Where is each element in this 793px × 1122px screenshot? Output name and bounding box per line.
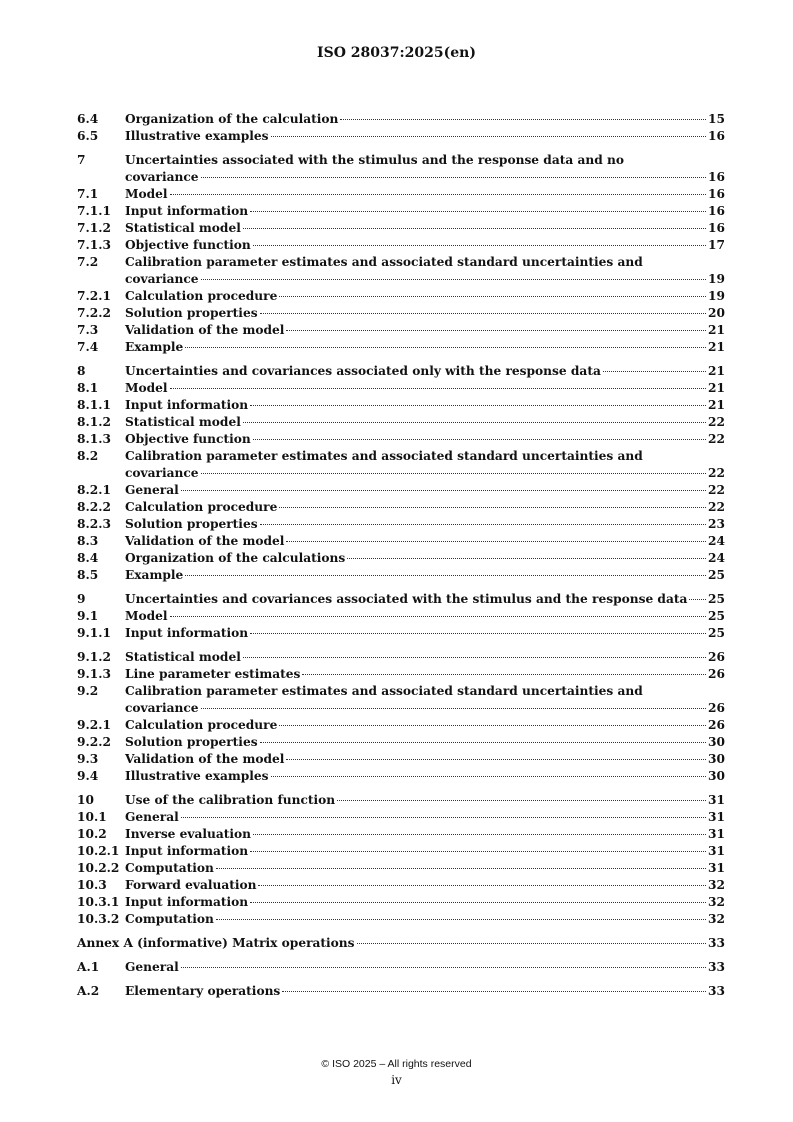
table-of-contents [77, 111, 725, 1000]
toc-title: Calculation procedure [125, 718, 278, 732]
toc-number: 7.2.2 [77, 306, 111, 320]
toc-page: 30 [708, 769, 725, 783]
toc-title: Validation of the model [125, 752, 285, 766]
toc-number: 9.2.1 [77, 718, 111, 732]
toc-title: Annex A (informative) Matrix operations [77, 936, 355, 950]
toc-number: 10.2 [77, 827, 107, 841]
toc-entry[interactable] [77, 465, 725, 482]
toc-number: 8.2.2 [77, 500, 111, 514]
toc-page: 26 [708, 667, 725, 681]
toc-number: 10.2.1 [77, 844, 120, 858]
toc-page: 21 [708, 381, 725, 395]
toc-title: Calculation procedure [125, 500, 278, 514]
toc-entry[interactable] [77, 220, 725, 237]
toc-page: 30 [708, 735, 725, 749]
toc-number: 7.3 [77, 323, 99, 337]
dot-leader [271, 136, 706, 137]
toc-number: 9.1.2 [77, 650, 111, 664]
toc-page: 31 [708, 844, 725, 858]
toc-page: 25 [708, 609, 725, 623]
toc-title: Line parameter estimates [125, 667, 301, 681]
dot-leader [185, 575, 706, 576]
toc-title: Statistical model [125, 415, 241, 429]
toc-entry[interactable] [77, 533, 725, 550]
toc-page: 22 [708, 415, 725, 429]
dot-leader [286, 759, 706, 760]
toc-page: 33 [708, 984, 725, 998]
toc-number: 6.4 [77, 112, 99, 126]
toc-number: 10 [77, 793, 94, 807]
toc-title: Use of the calibration function [125, 793, 336, 807]
toc-page: 19 [708, 272, 725, 286]
toc-entry[interactable] [77, 414, 725, 431]
toc-title: Forward evaluation [125, 878, 257, 892]
toc-entry[interactable] [77, 186, 725, 203]
toc-title: Elementary operations [125, 984, 281, 998]
toc-number: 10.3.1 [77, 895, 120, 909]
toc-page: 16 [708, 221, 725, 235]
toc-number: 10.3 [77, 878, 107, 892]
toc-entry[interactable] [77, 894, 725, 911]
toc-title: Calibration parameter estimates and associated standard uncertainties and [125, 449, 643, 463]
toc-entry[interactable] [77, 305, 725, 322]
toc-title-continuation: covariance [125, 701, 199, 715]
dot-leader [181, 967, 706, 968]
toc-entry[interactable] [77, 550, 725, 567]
toc-entry[interactable] [77, 625, 725, 642]
dot-leader [337, 800, 706, 801]
dot-leader [253, 245, 706, 246]
toc-page: 26 [708, 650, 725, 664]
toc-entry-heading[interactable] [77, 683, 725, 700]
toc-entry[interactable] [77, 717, 725, 734]
toc-number: 7 [77, 153, 86, 167]
toc-entry[interactable] [77, 363, 725, 380]
toc-title: Uncertainties associated with the stimulus and the response data and no [125, 153, 624, 167]
dot-leader [260, 313, 706, 314]
dot-leader [340, 119, 706, 120]
toc-number: 10.2.2 [77, 861, 120, 875]
dot-leader [185, 347, 706, 348]
dot-leader [279, 725, 706, 726]
toc-page: 16 [708, 187, 725, 201]
toc-page: 17 [708, 238, 725, 252]
toc-page: 21 [708, 364, 725, 378]
toc-entry[interactable] [77, 237, 725, 254]
toc-title-continuation: covariance [125, 170, 199, 184]
toc-entry[interactable] [77, 809, 725, 826]
toc-entry[interactable] [77, 983, 725, 1000]
toc-number: 7.1.3 [77, 238, 111, 252]
toc-page: 31 [708, 810, 725, 824]
toc-entry[interactable] [77, 397, 725, 414]
toc-number: 7.2 [77, 255, 99, 269]
toc-title: Computation [125, 861, 214, 875]
toc-number: 7.1.2 [77, 221, 111, 235]
dot-leader [216, 868, 706, 869]
toc-entry[interactable] [77, 322, 725, 339]
toc-number: 8.1.3 [77, 432, 111, 446]
copyright-footer: © ISO 2025 – All rights reserved [321, 1058, 472, 1070]
dot-leader [286, 541, 706, 542]
toc-entry[interactable] [77, 111, 725, 128]
toc-page: 33 [708, 960, 725, 974]
dot-leader [357, 943, 707, 944]
dot-leader [243, 422, 706, 423]
toc-title: Input information [125, 204, 249, 218]
toc-number: 9 [77, 592, 86, 606]
toc-page: 22 [708, 466, 725, 480]
dot-leader [250, 211, 706, 212]
toc-entry[interactable] [77, 591, 725, 608]
toc-number: 9.1 [77, 609, 99, 623]
document-header: ISO 28037:2025(en) [317, 45, 476, 61]
toc-number: 7.1 [77, 187, 99, 201]
toc-page: 22 [708, 500, 725, 514]
dot-leader [253, 834, 706, 835]
toc-page: 15 [708, 112, 725, 126]
dot-leader [201, 708, 707, 709]
toc-entry[interactable] [77, 128, 725, 145]
toc-title: Solution properties [125, 517, 258, 531]
toc-annex-entry[interactable] [77, 935, 725, 952]
toc-page: 16 [708, 204, 725, 218]
dot-leader [201, 177, 707, 178]
toc-page: 20 [708, 306, 725, 320]
dot-leader [250, 633, 706, 634]
toc-title: Input information [125, 844, 249, 858]
toc-entry[interactable] [77, 203, 725, 220]
toc-page: 30 [708, 752, 725, 766]
toc-entry[interactable] [77, 843, 725, 860]
toc-title: Illustrative examples [125, 129, 269, 143]
toc-page: 26 [708, 701, 725, 715]
dot-leader [181, 817, 706, 818]
dot-leader [243, 657, 706, 658]
toc-page: 32 [708, 878, 725, 892]
toc-page: 26 [708, 718, 725, 732]
toc-title: Illustrative examples [125, 769, 269, 783]
toc-number: 8.2 [77, 449, 99, 463]
toc-title: Organization of the calculation [125, 112, 339, 126]
toc-page: 22 [708, 483, 725, 497]
toc-title: Model [125, 609, 168, 623]
toc-page: 16 [708, 129, 725, 143]
dot-leader [260, 742, 706, 743]
toc-entry[interactable] [77, 567, 725, 584]
toc-page: 31 [708, 793, 725, 807]
toc-title: General [125, 483, 179, 497]
dot-leader [258, 885, 706, 886]
toc-title: Calibration parameter estimates and associated standard uncertainties and [125, 684, 643, 698]
toc-title: Validation of the model [125, 534, 285, 548]
toc-page: 25 [708, 568, 725, 582]
toc-number: 8.1.2 [77, 415, 111, 429]
toc-title: Solution properties [125, 306, 258, 320]
toc-number: 8.4 [77, 551, 99, 565]
toc-entry[interactable] [77, 380, 725, 397]
toc-number: 8.2.3 [77, 517, 111, 531]
toc-title: Computation [125, 912, 214, 926]
toc-entry[interactable] [77, 826, 725, 843]
toc-number: A.1 [77, 960, 100, 974]
toc-entry-heading[interactable] [77, 152, 725, 169]
toc-title: Uncertainties and covariances associated with the stimulus and the response data [125, 592, 688, 606]
dot-leader [250, 405, 706, 406]
toc-entry[interactable] [77, 649, 725, 666]
toc-page: 24 [708, 551, 725, 565]
toc-page: 25 [708, 626, 725, 640]
toc-page: 22 [708, 432, 725, 446]
dot-leader [279, 507, 706, 508]
toc-title: Example [125, 568, 184, 582]
toc-title: Solution properties [125, 735, 258, 749]
dot-leader [286, 330, 706, 331]
dot-leader [201, 279, 707, 280]
dot-leader [347, 558, 706, 559]
toc-number: 9.4 [77, 769, 99, 783]
dot-leader [271, 776, 706, 777]
toc-entry[interactable] [77, 499, 725, 516]
toc-entry[interactable] [77, 271, 725, 288]
toc-number: 9.2.2 [77, 735, 111, 749]
dot-leader [689, 599, 706, 600]
toc-title-continuation: covariance [125, 272, 199, 286]
toc-number: 6.5 [77, 129, 99, 143]
toc-entry[interactable] [77, 768, 725, 785]
toc-title: Objective function [125, 238, 251, 252]
dot-leader [302, 674, 706, 675]
toc-entry[interactable] [77, 734, 725, 751]
toc-number: 8.1.1 [77, 398, 111, 412]
dot-leader [201, 473, 707, 474]
dot-leader [216, 919, 706, 920]
toc-number: 8 [77, 364, 86, 378]
toc-page: 31 [708, 827, 725, 841]
dot-leader [170, 194, 707, 195]
dot-leader [170, 388, 707, 389]
toc-number: 8.1 [77, 381, 99, 395]
toc-entry[interactable] [77, 288, 725, 305]
toc-entry-heading[interactable] [77, 448, 725, 465]
toc-entry[interactable] [77, 860, 725, 877]
toc-number: A.2 [77, 984, 100, 998]
toc-number: 8.3 [77, 534, 99, 548]
toc-entry-heading[interactable] [77, 254, 725, 271]
toc-title: Validation of the model [125, 323, 285, 337]
dot-leader [260, 524, 706, 525]
toc-page: 19 [708, 289, 725, 303]
toc-number: 7.1.1 [77, 204, 111, 218]
toc-entry[interactable] [77, 911, 725, 928]
toc-number: 10.3.2 [77, 912, 120, 926]
toc-title: Inverse evaluation [125, 827, 252, 841]
toc-page: 25 [708, 592, 725, 606]
toc-number: 9.1.1 [77, 626, 111, 640]
toc-entry[interactable] [77, 666, 725, 683]
toc-page: 21 [708, 323, 725, 337]
toc-title: Example [125, 340, 184, 354]
toc-number: 10.1 [77, 810, 107, 824]
toc-title: Model [125, 187, 168, 201]
toc-entry[interactable] [77, 792, 725, 809]
dot-leader [250, 851, 706, 852]
toc-page: 33 [708, 936, 725, 950]
toc-entry[interactable] [77, 608, 725, 625]
toc-entry[interactable] [77, 169, 725, 186]
toc-title: Input information [125, 398, 249, 412]
dot-leader [181, 490, 706, 491]
toc-title: Model [125, 381, 168, 395]
toc-title: Objective function [125, 432, 251, 446]
toc-entry[interactable] [77, 516, 725, 533]
toc-title-continuation: covariance [125, 466, 199, 480]
toc-page: 24 [708, 534, 725, 548]
toc-number: 8.5 [77, 568, 99, 582]
toc-entry[interactable] [77, 339, 725, 356]
toc-page: 32 [708, 912, 725, 926]
toc-title: Input information [125, 895, 249, 909]
toc-page: 21 [708, 398, 725, 412]
toc-title: Input information [125, 626, 249, 640]
dot-leader [282, 991, 706, 992]
toc-title: Calculation procedure [125, 289, 278, 303]
toc-entry[interactable] [77, 482, 725, 499]
toc-number: 9.1.3 [77, 667, 111, 681]
toc-entry[interactable] [77, 877, 725, 894]
toc-number: 7.4 [77, 340, 99, 354]
dot-leader [253, 439, 706, 440]
dot-leader [603, 371, 706, 372]
toc-page: 21 [708, 340, 725, 354]
toc-page: 31 [708, 861, 725, 875]
toc-number: 9.2 [77, 684, 99, 698]
toc-entry[interactable] [77, 700, 725, 717]
toc-title: Uncertainties and covariances associated only with the response data [125, 364, 601, 378]
toc-page: 23 [708, 517, 725, 531]
toc-number: 7.2.1 [77, 289, 111, 303]
toc-page: 16 [708, 170, 725, 184]
toc-page: 32 [708, 895, 725, 909]
toc-title: Statistical model [125, 221, 241, 235]
toc-entry[interactable] [77, 431, 725, 448]
toc-entry[interactable] [77, 959, 725, 976]
toc-number: 9.3 [77, 752, 99, 766]
dot-leader [250, 902, 706, 903]
page-number: iv [391, 1073, 402, 1087]
dot-leader [279, 296, 706, 297]
dot-leader [243, 228, 706, 229]
toc-number: 8.2.1 [77, 483, 111, 497]
toc-title: Organization of the calculations [125, 551, 346, 565]
toc-title: General [125, 960, 179, 974]
toc-entry[interactable] [77, 751, 725, 768]
dot-leader [170, 616, 707, 617]
toc-title: Calibration parameter estimates and associated standard uncertainties and [125, 255, 643, 269]
toc-title: Statistical model [125, 650, 241, 664]
toc-title: General [125, 810, 179, 824]
